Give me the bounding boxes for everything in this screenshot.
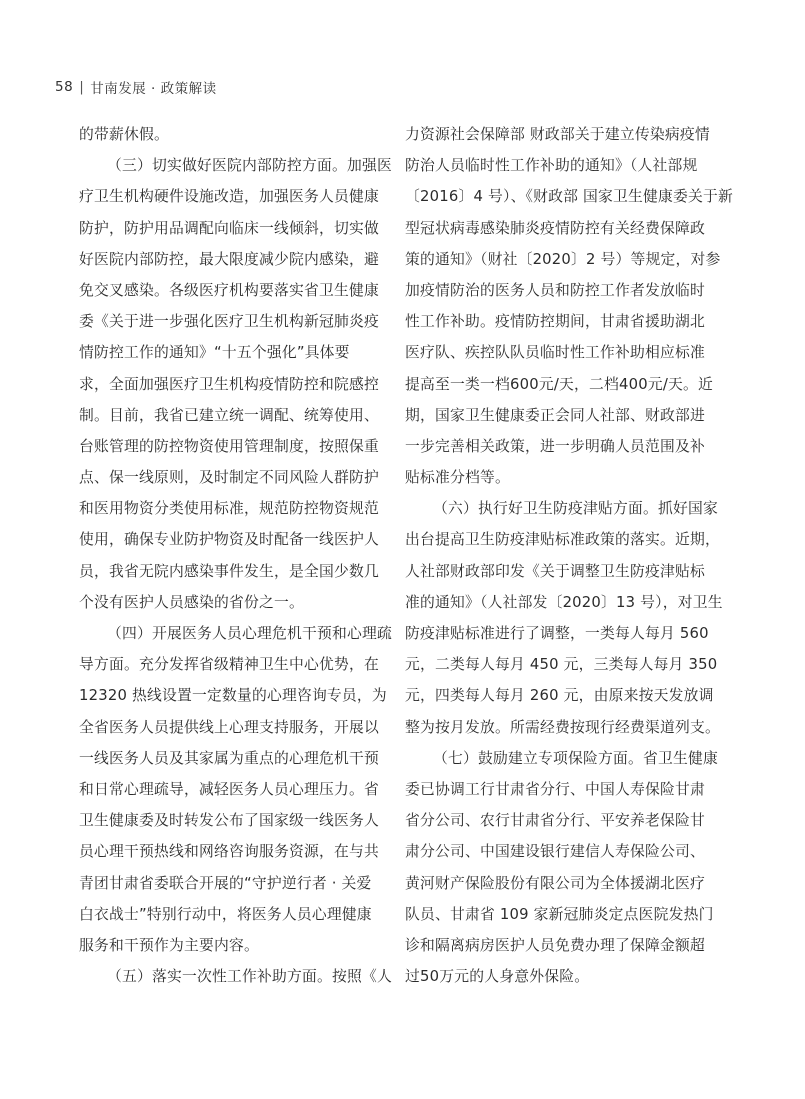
text-line: 出台提高卫生防疫津贴标准政策的落实。近期， <box>405 531 720 549</box>
text-line: 性工作补助。疫情防控期间，甘肃省援助湖北 <box>405 313 705 331</box>
text-line: 和日常心理疏导，减轻医务人员心理压力。省 <box>79 780 379 798</box>
text-line: 卫生健康委及时转发公布了国家级一线医务人 <box>79 812 379 830</box>
text-line: 委已协调工行甘肃省分行、中国人寿保险甘肃 <box>405 780 705 798</box>
text-line: 贴标准分档等。 <box>405 469 510 487</box>
section-title: 甘南发展 · 政策解读 <box>90 81 217 97</box>
text-line: 防疫津贴标准进行了调整，一类每人每月 560 <box>405 625 709 642</box>
text-line: 策的通知》（财社〔2020〕2 号）等规定，对参 <box>405 250 721 268</box>
text-line: 〔2016〕4 号）、《财政部 国家卫生健康委关于新 <box>405 188 734 206</box>
text-line: 和医用物资分类使用标准，规范防控物资规范 <box>79 500 379 518</box>
text-line: 力资源社会保障部 财政部关于建立传染病疫情 <box>405 126 710 143</box>
text-line: 元，四类每人每月 260 元，由原来按天发放调 <box>405 687 714 705</box>
text-line: 省分公司、农行甘肃省分行、平安养老保险甘 <box>405 812 705 830</box>
text-line: 12320 热线设置一定数量的心理咨询专员，为 <box>79 687 387 705</box>
text-line: 青团甘肃省委联合开展的“守护逆行者 · 关爱 <box>79 874 372 892</box>
text-line: （三）切实做好医院内部防控方面。加强医 <box>107 157 392 175</box>
text-line: 医疗队、疾控队队员临时性工作补助相应标准 <box>405 344 705 362</box>
text-line: 肃分公司、中国建设银行建信人寿保险公司、 <box>405 843 705 861</box>
text-line: 白衣战士”特别行动中，将医务人员心理健康 <box>79 905 372 923</box>
text-line: 台账管理的防控物资使用管理制度，按照保重 <box>79 437 379 455</box>
text-line: 一步完善相关政策，进一步明确人员范围及补 <box>405 437 705 455</box>
text-line: 委《关于进一步强化医疗卫生机构新冠肺炎疫 <box>79 313 379 331</box>
text-line: 整为按月发放。所需经费按现行经费渠道列支。 <box>405 718 720 736</box>
text-line: 疗卫生机构硬件设施改造，加强医务人员健康 <box>79 188 379 206</box>
text-line: 好医院内部防控，最大限度减少院内感染，避 <box>79 250 379 268</box>
text-line: 诊和隔离病房医护人员免费办理了保障金额超 <box>405 936 705 954</box>
text-line: 加疫情防治的医务人员和防控工作者发放临时 <box>405 281 705 299</box>
text-line: 制。目前，我省已建立统一调配、统筹使用、 <box>79 406 379 424</box>
text-line: （七）鼓励建立专项保险方面。省卫生健康 <box>433 749 718 767</box>
text-line: 求，全面加强医疗卫生机构疫情防控和院感控 <box>79 375 379 393</box>
text-line: 情防控工作的通知》“十五个强化”具体要 <box>79 344 350 362</box>
text-line: 队员、甘肃省 109 家新冠肺炎定点医院发热门 <box>405 905 714 923</box>
text-line: （四）开展医务人员心理危机干预和心理疏 <box>107 625 392 642</box>
text-line: 提高至一类一档600元/天，二档400元/天。近 <box>405 375 714 393</box>
running-header <box>55 77 217 97</box>
text-line: 元，二类每人每月 450 元，三类每人每月 350 <box>405 656 718 674</box>
text-line: 个没有医护人员感染的省份之一。 <box>79 593 304 611</box>
text-line: 一线医务人员及其家属为重点的心理危机干预 <box>79 749 379 767</box>
text-line: 期，国家卫生健康委正会同人社部、财政部进 <box>405 406 705 424</box>
text-line: 员心理干预热线和网络咨询服务资源，在与共 <box>79 843 379 861</box>
text-line: 人社部财政部印发《关于调整卫生防疫津贴标 <box>405 562 705 580</box>
text-line: （六）执行好卫生防疫津贴方面。抓好国家 <box>433 500 718 518</box>
text-line: （五）落实一次性工作补助方面。按照《人 <box>107 968 392 986</box>
text-line: 服务和干预作为主要内容。 <box>79 936 259 954</box>
header-separator: | <box>79 79 85 95</box>
text-line: 的带薪休假。 <box>79 126 169 143</box>
text-line: 员，我省无院内感染事件发生，是全国少数几 <box>79 562 379 580</box>
right-text-column <box>405 119 734 992</box>
text-line: 型冠状病毒感染肺炎疫情防控有关经费保障政 <box>405 219 705 237</box>
text-line: 防护，防护用品调配向临床一线倾斜，切实做 <box>79 219 379 237</box>
text-line: 免交叉感染。各级医疗机构要落实省卫生健康 <box>79 281 379 299</box>
text-line: 导方面。充分发挥省级精神卫生中心优势，在 <box>79 656 379 674</box>
text-line: 过50万元的人身意外保险。 <box>405 968 590 986</box>
text-line: 全省医务人员提供线上心理支持服务，开展以 <box>79 718 379 736</box>
text-line: 准的通知》（人社部发〔2020〕13 号），对卫生 <box>405 593 723 611</box>
left-text-column <box>79 119 392 992</box>
text-line: 防治人员临时性工作补助的通知》（人社部规 <box>405 157 698 175</box>
text-line: 黄河财产保险股份有限公司为全体援湖北医疗 <box>405 874 705 892</box>
text-line: 使用，确保专业防护物资及时配备一线医护人 <box>79 531 379 549</box>
page-number: 58 <box>55 79 74 95</box>
text-line: 点、保一线原则，及时制定不同风险人群防护 <box>79 469 379 487</box>
